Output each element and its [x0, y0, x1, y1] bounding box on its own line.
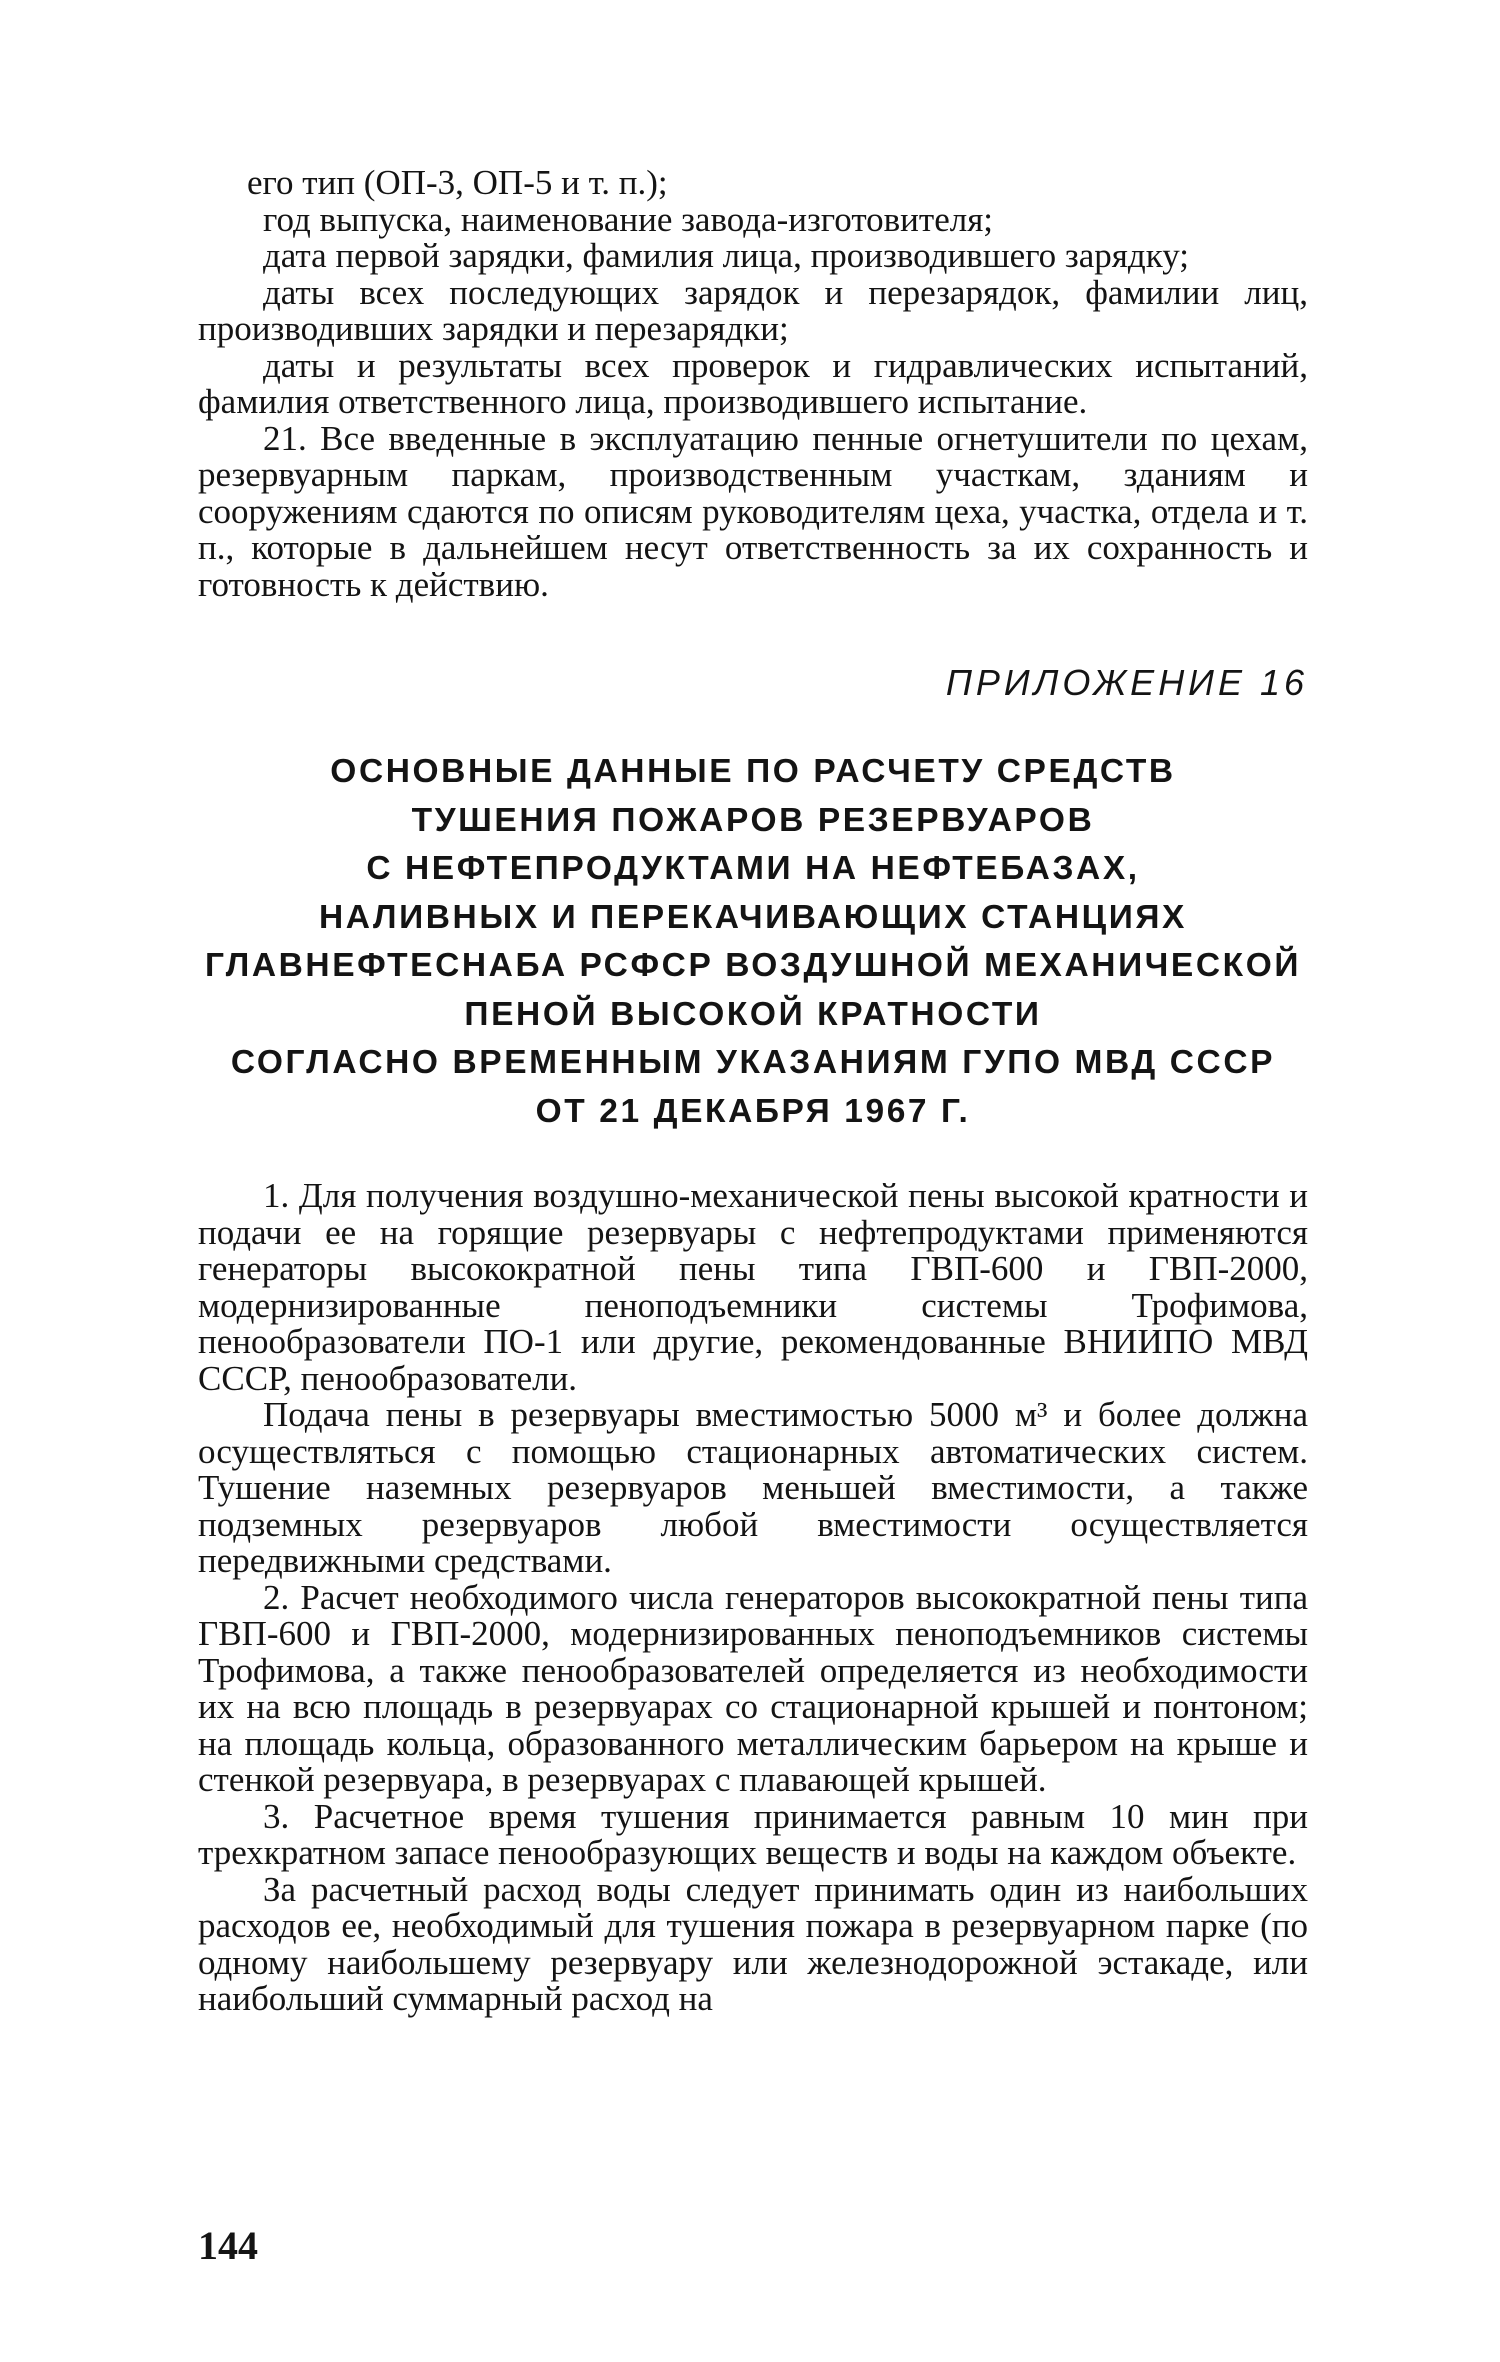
- heading-line: СОГЛАСНО ВРЕМЕННЫМ УКАЗАНИЯМ ГУПО МВД СССР: [230, 1044, 1276, 1081]
- heading-line: С НЕФТЕПРОДУКТАМИ НА НЕФТЕБАЗАХ,: [366, 850, 1140, 887]
- list-item-tests: даты и результаты всех проверок и гидравлических испытаний, фамилия ответственного лица, производившего испытание.: [198, 345, 1308, 421]
- heading-line: ПЕНОЙ ВЫСОКОЙ КРАТНОСТИ: [464, 995, 1042, 1033]
- body-section: [198, 1178, 1308, 2018]
- heading-line: ОТ 21 ДЕКАБРЯ 1967 Г.: [535, 1092, 971, 1130]
- appendix-label: ПРИЛОЖЕНИЕ 16: [945, 662, 1308, 703]
- heading-line: НАЛИВНЫХ И ПЕРЕКАЧИВАЮЩИХ СТАНЦИЯХ: [318, 898, 1187, 936]
- paragraph-1: 1. Для получения воздушно-механической пены высокой кратности и подачи ее на горящие резервуары с нефтепродуктами применяются генераторы высокократной пены типа ГВП-600 и ГВП-2000, модернизированные пеноподъемники системы Трофимова, пенообразователи ПО-1 или другие, рекомендованные ВНИИПО МВД СССР, пенообразователи.: [198, 1176, 1308, 1398]
- heading-line: ТУШЕНИЯ ПОЖАРОВ РЕЗЕРВУАРОВ: [411, 801, 1095, 839]
- list-item-recharges: даты всех последующих зарядок и перезарядок, фамилии лиц, производивших зарядки и перезарядки;: [198, 272, 1308, 348]
- list-item-year: год выпуска, наименование завода-изготовителя;: [263, 199, 994, 239]
- paragraph-2: 2. Расчет необходимого числа генераторов высокократной пены типа ГВП-600 и ГВП-2000, модернизированных пеноподъемников системы Трофимова, а также пенообразователей определяется из необходимости их на всю площадь в резервуарах со стационарной крышей и понтоном; на площадь кольца, образованного металлическим барьером на крыше и стенкой резервуара, в резервуарах с плавающей крышей.: [198, 1577, 1308, 1799]
- paragraph-3: 3. Расчетное время тушения принимается равным 10 мин при трехкратном запасе пенообразующих веществ и воды на каждом объекте.: [198, 1796, 1308, 1872]
- heading-line: ГЛАВНЕФТЕСНАБА РСФСР ВОЗДУШНОЙ МЕХАНИЧЕСКОЙ: [204, 947, 1302, 984]
- paragraph-foam-supply: Подача пены в резервуары вместимостью 5000 м³ и более должна осуществляться с помощью стационарных автоматических систем. Тушение наземных резервуаров меньшей вместимости, а также подземных резервуаров любой вместимости осуществляется передвижными средствами.: [198, 1395, 1308, 1580]
- page-number: 144: [198, 2223, 258, 2268]
- top-section: [198, 165, 1308, 603]
- paragraph-water-flow: За расчетный расход воды следует принимать один из наибольших расходов ее, необходимый для тушения пожара в резервуарном парке (по одному наибольшему резервуару или железнодорожной эстакаде, или наибольший суммарный расход на: [198, 1869, 1308, 2018]
- heading-line: ОСНОВНЫЕ ДАННЫЕ ПО РАСЧЕТУ СРЕДСТВ: [330, 753, 1176, 790]
- section-heading: [198, 748, 1308, 1136]
- list-item-first-charge: дата первой зарядки, фамилия лица, производившего зарядку;: [263, 236, 1189, 275]
- document-page: [198, 165, 1308, 2018]
- paragraph-21: 21. Все введенные в эксплуатацию пенные огнетушители по цехам, резервуарным паркам, производственным участкам, зданиям и сооружениям сдаются по описям руководителям цеха, участка, отдела и т. п., которые в дальнейшем несут ответственность за их сохранность и готовность к действию.: [198, 418, 1308, 604]
- list-item-type: его тип (ОП-3, ОП-5 и т. п.);: [247, 163, 668, 202]
